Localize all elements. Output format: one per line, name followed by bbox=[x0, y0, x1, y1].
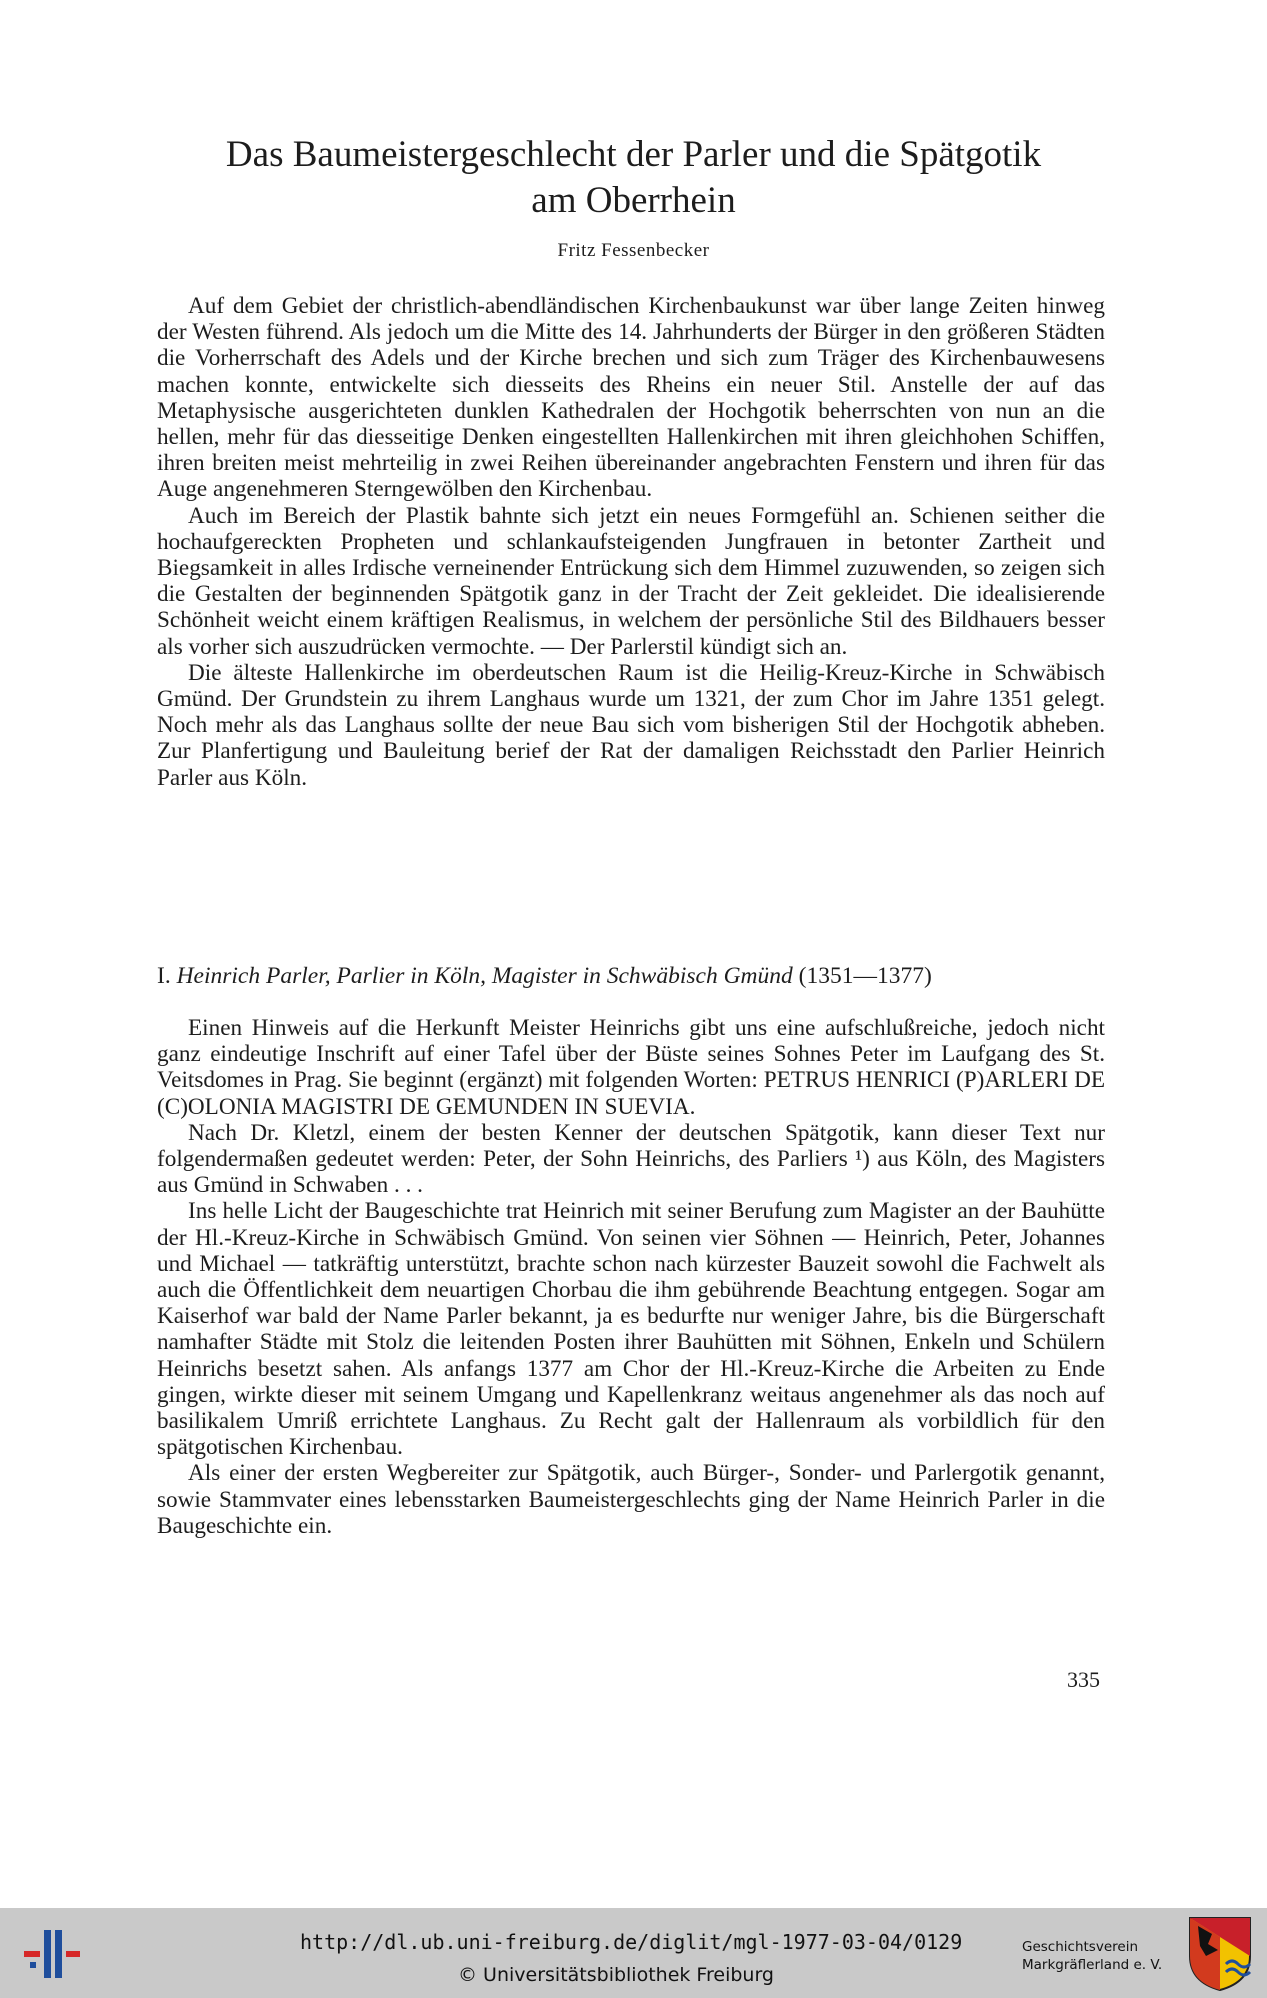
paragraph: Die älteste Hallenkirche im oberdeutschen Raum ist die Heilig-Kreuz-Kirche in Schwäbisch Gmünd. Der Grundstein zu ihrem Langhaus wurde um 1321, der zum Chor im Jahre 1351 gelegt. Noch mehr als das Langhaus sollte der neue Bau sich vom bisherigen Stil der Hochgotik abheben. Zur Planfertigung und Bauleitung berief der Rat der damaligen Reichsstadt den Parlier Heinrich Parler aus Köln. bbox=[157, 659, 1105, 791]
intro-text bbox=[157, 293, 1105, 791]
ub-freiburg-logo-icon[interactable] bbox=[22, 1926, 82, 1982]
society-line-1: Geschichtsverein bbox=[1022, 1939, 1138, 1955]
title-line-2: am Oberrhein bbox=[531, 180, 736, 221]
coat-of-arms-icon bbox=[1188, 1916, 1252, 1992]
footer-bar bbox=[0, 1908, 1267, 1998]
copyright-notice: © Universitätsbibliothek Freiburg bbox=[458, 1964, 774, 1986]
source-url-link[interactable]: http://dl.ub.uni-freiburg.de/diglit/mgl-1977-03-04/0129 bbox=[300, 1930, 963, 1954]
section-number: I. bbox=[157, 963, 171, 989]
paragraph: Auf dem Gebiet der christlich-abendländischen Kirchenbaukunst war über lange Zeiten hinweg der Westen führend. Als jedoch um die Mitte des 14. Jahrhunderts der Bürger in den größeren Städten die Vorherrschaft des Adels und der Kirche brechen und sich zum Träger des Kirchenbauwesens machen konnte, entwickelte sich diesseits des Rheins ein neuer Stil. Anstelle der auf das Metaphysische ausgerichteten dunklen Kathedralen der Hochgotik beherrschten von nun an die hellen, mehr für das diesseitige Denken eingestellten Hallenkirchen mit ihren gleichhohen Schiffen, ihren breiten meist mehrteilig in zwei Reihen übereinander angebrachten Fenstern und ihren für das Auge angenehmeren Sterngewölben den Kirchenbau. bbox=[157, 293, 1105, 503]
title-line-1: Das Baumeistergeschlecht der Parler und die Spätgotik bbox=[225, 134, 1042, 175]
paragraph: Einen Hinweis auf die Herkunft Meister Heinrichs gibt uns eine aufschlußreiche, jedoch nicht ganz eindeutige Inschrift auf einer Tafel über der Büste seines Sohnes Peter im Laufgang des St. Veitsdomes in Prag. Sie beginnt (ergänzt) mit folgenden Worten: PETRUS HENRICI (P)ARLERI DE (C)OLONIA MAGISTRI DE GEMUNDEN IN SUEVIA. bbox=[157, 1015, 1105, 1120]
paragraph: Als einer der ersten Wegbereiter zur Spätgotik, auch Bürger-, Sonder- und Parlergotik genannt, sowie Stammvater eines lebensstarken Baumeistergeschlechts ging der Name Heinrich Parler in die Baugeschichte ein. bbox=[157, 1460, 1105, 1539]
section-heading bbox=[157, 963, 1105, 990]
page-number: 335 bbox=[1067, 1667, 1100, 1692]
paragraph: Nach Dr. Kletzl, einem der besten Kenner der deutschen Spätgotik, kann dieser Text nur folgendermaßen gedeutet werden: Peter, der Sohn Heinrichs, des Parliers ¹) aus Köln, des Magisters aus Gmünd in Schwaben . . . bbox=[157, 1119, 1105, 1199]
society-line-2: Markgräflerland e. V. bbox=[1022, 1957, 1163, 1973]
paragraph: Ins helle Licht der Baugeschichte trat Heinrich mit seiner Berufung zum Magister an der Bauhütte der Hl.-Kreuz-Kirche in Schwäbisch Gmünd. Von seinen vier Söhnen — Heinrich, Peter, Johannes und Michael — tatkräftig unterstützt, brachte schon nach kürzester Bauzeit sowohl die Fachwelt als auch die Öffentlichkeit dem neuartigen Chorbau die ihm gebührende Beachtung entgegen. Sogar am Kaiserhof war bald der Name Parler bekannt, ja es bedurfte nur weniger Jahre, bis die Bürgerschaft namhafter Städte mit Stolz die leitenden Posten ihrer Bauhütten mit Söhnen, Enkeln und Schülern Heinrichs besetzt sahen. Als anfangs 1377 am Chor der Hl.-Kreuz-Kirche die Arbeiten zu Ende gingen, wirkte dieser mit seinem Umgang und Kapellenkranz weitaus angenehmer als das noch auf basilikalem Umriß errichtete Langhaus. Zu Recht galt der Hallenraum als vorbildlich für den spätgotischen Kirchenbau. bbox=[157, 1198, 1105, 1461]
article-title bbox=[150, 132, 1117, 224]
section-years: (1351—1377) bbox=[798, 963, 932, 989]
section-text bbox=[157, 1015, 1105, 1539]
paragraph: Auch im Bereich der Plastik bahnte sich jetzt ein neues Formgefühl an. Schienen seither die hochaufgereckten Propheten und schlankaufsteigenden Jungfrauen in betonter Zartheit und Biegsamkeit in alles Irdische verneinender Entrückung sich dem Himmel zuzuwenden, so zeigen sich die Gestalten der beginnenden Spätgotik ganz in der Tracht der Zeit gekleidet. Die idealisierende Schönheit weicht einem kräftigen Realismus, in welchem der persönliche Stil des Bildhauers besser als vorher sich auszudrücken vermochte. — Der Parlerstil kündigt sich an. bbox=[157, 502, 1105, 660]
author-name: Fritz Fessenbecker bbox=[557, 240, 710, 261]
section-title: Heinrich Parler, Parlier in Köln, Magister in Schwäbisch Gmünd bbox=[176, 963, 793, 989]
society-name bbox=[1022, 1938, 1182, 1974]
